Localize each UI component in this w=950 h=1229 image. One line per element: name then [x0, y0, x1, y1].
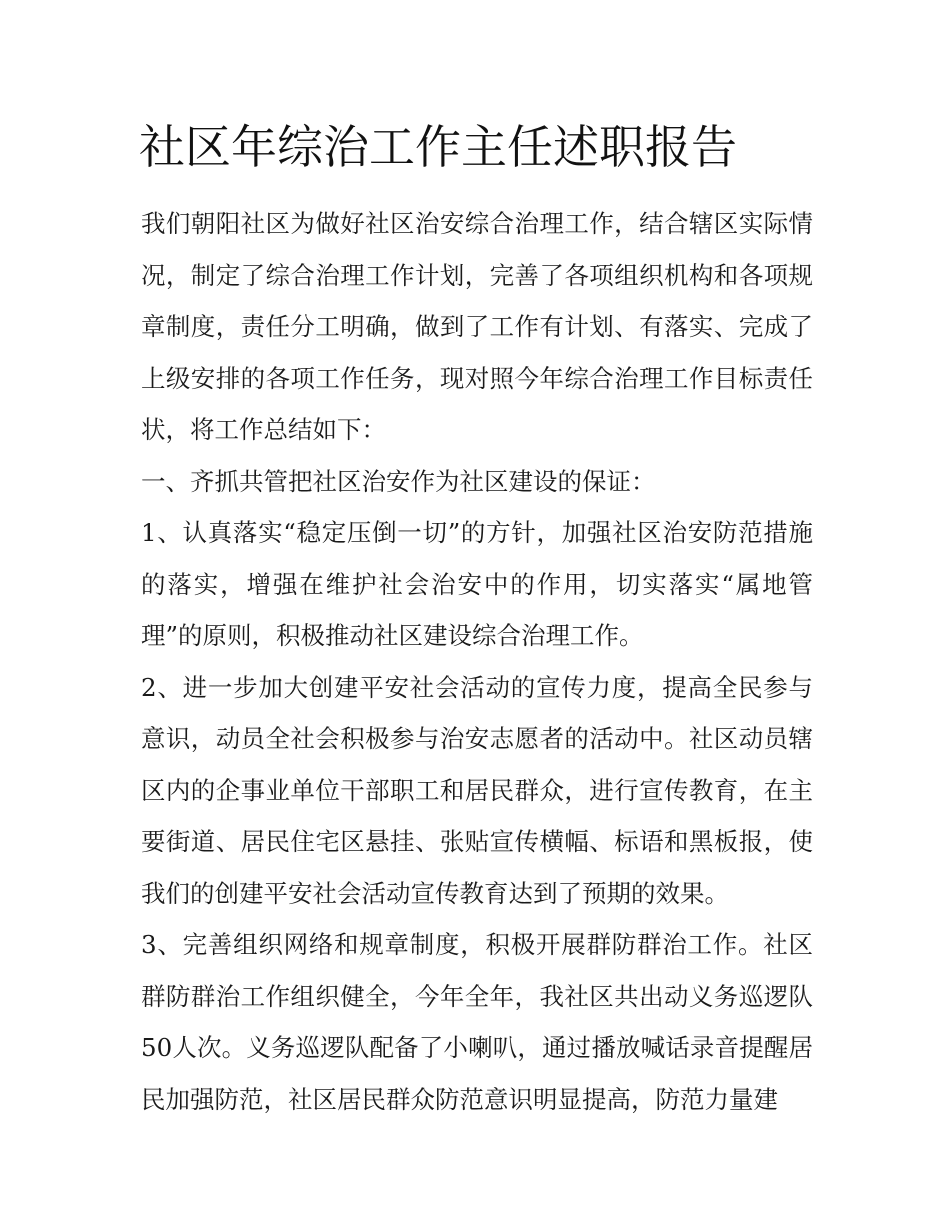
paragraph-item-1: 1、认真落实“稳定压倒一切”的方针，加强社区治安防范措施的落实，增强在维护社会治安中的作用，切实落实“属地管理”的原则，积极推动社区建设综合治理工作。	[141, 518, 813, 650]
section-heading-1: 一、齐抓共管把社区治安作为社区建设的保证：	[141, 466, 656, 496]
document-body	[141, 198, 813, 1125]
paragraph-intro: 我们朝阳社区为做好社区治安综合治理工作，结合辖区实际情况，制定了综合治理工作计划，完善了各项组织机构和各项规章制度，责任分工明确，做到了工作有计划、有落实、完成了上级安排的各项工作任务，现对照今年综合治理工作目标责任状，将工作总结如下：	[141, 209, 813, 444]
document-title: 社区年综治工作主任述职报告	[139, 120, 737, 174]
paragraph-item-2: 2、进一步加大创建平安社会活动的宣传力度，提高全民参与意识，动员全社会积极参与治安志愿者的活动中。社区动员辖区内的企事业单位干部职工和居民群众，进行宣传教育，在主要街道、居民住宅区悬挂、张贴宣传横幅、标语和黑板报，使我们的创建平安社会活动宣传教育达到了预期的效果。	[141, 672, 813, 908]
paragraph-item-3: 3、完善组织网络和规章制度，积极开展群防群治工作。社区群防群治工作组织健全，今年全年，我社区共出动义务巡逻队50人次。义务巡逻队配备了小喇叭，通过播放喊话录音提醒居民加强防范，社区居民群众防范意识明显提高，防范力量建	[141, 930, 813, 1114]
